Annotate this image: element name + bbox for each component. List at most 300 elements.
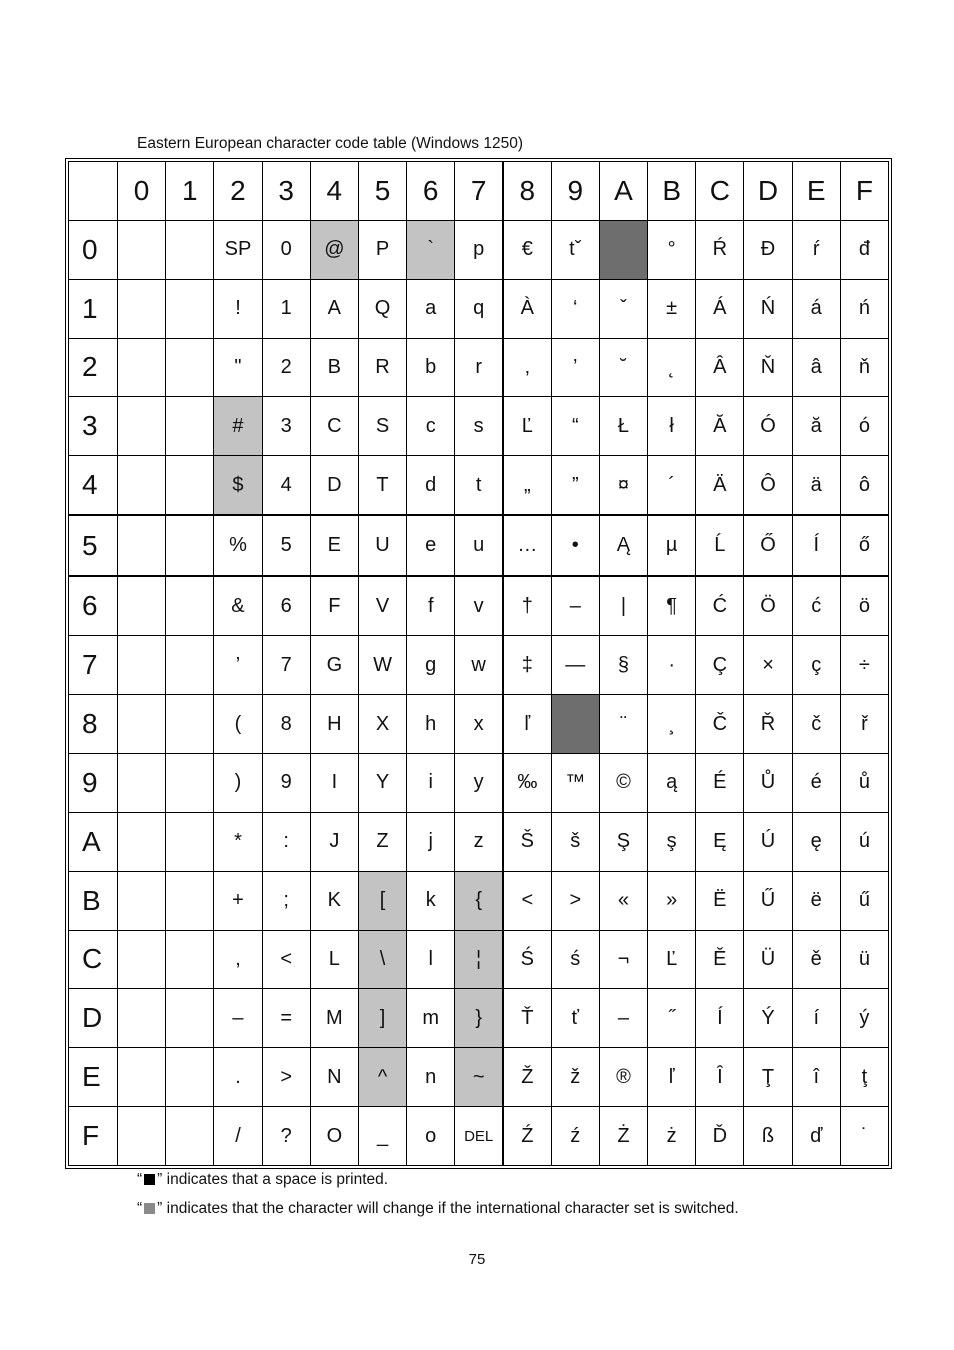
code-cell: < (503, 871, 551, 930)
code-cell: ć (792, 576, 840, 636)
code-cell: č (792, 695, 840, 754)
code-cell: Í (792, 515, 840, 576)
code-cell: ¶ (648, 576, 696, 636)
code-cell (166, 397, 214, 456)
table-caption: Eastern European character code table (Windows 1250) (137, 135, 523, 152)
code-cell: š (551, 812, 599, 871)
code-cell: – (551, 576, 599, 636)
code-cell: Ą (599, 515, 647, 576)
table-row (69, 1048, 889, 1107)
column-header-9: 9 (551, 162, 599, 221)
code-cell: 4 (262, 456, 310, 516)
code-cell: X (358, 695, 406, 754)
code-cell (118, 338, 166, 397)
table-row (69, 220, 889, 279)
code-cell: ť (551, 989, 599, 1048)
code-cell (166, 456, 214, 516)
code-cell: G (310, 636, 358, 695)
code-cell: ´ (648, 456, 696, 516)
code-cell: DEL (455, 1107, 503, 1166)
code-cell: & (214, 576, 262, 636)
code-cell: | (599, 576, 647, 636)
code-cell: A (310, 279, 358, 338)
code-cell: 3 (262, 397, 310, 456)
code-cell: ` (407, 220, 455, 279)
code-cell: a (407, 279, 455, 338)
code-cell (118, 754, 166, 813)
code-cell: ° (648, 220, 696, 279)
code-cell: t (455, 456, 503, 516)
code-cell: ö (840, 576, 888, 636)
code-cell: M (310, 989, 358, 1048)
table-row (69, 279, 889, 338)
code-cell: s (455, 397, 503, 456)
code-cell: 2 (262, 338, 310, 397)
code-cell: í (792, 989, 840, 1048)
row-header-b: B (69, 871, 118, 930)
code-cell: S (358, 397, 406, 456)
row-header-e: E (69, 1048, 118, 1107)
code-cell: _ (358, 1107, 406, 1166)
code-cell: D (310, 456, 358, 516)
column-header-7: 7 (455, 162, 503, 221)
table-row (69, 930, 889, 989)
code-cell: W (358, 636, 406, 695)
code-cell: ß (744, 1107, 792, 1166)
code-cell: 1 (262, 279, 310, 338)
code-cell: « (599, 871, 647, 930)
code-cell (166, 636, 214, 695)
code-cell: ç (792, 636, 840, 695)
table-row (69, 695, 889, 754)
code-cell: 6 (262, 576, 310, 636)
row-header-4: 4 (69, 456, 118, 516)
switch-note (137, 1200, 739, 1218)
code-cell: á (792, 279, 840, 338)
code-cell: k (407, 871, 455, 930)
code-cell: ŕ (792, 220, 840, 279)
column-header-6: 6 (407, 162, 455, 221)
code-cell (118, 576, 166, 636)
code-cell: ‡ (503, 636, 551, 695)
row-header-0: 0 (69, 220, 118, 279)
code-cell (166, 576, 214, 636)
code-cell: ¨ (599, 695, 647, 754)
column-header-1: 1 (166, 162, 214, 221)
code-cell: [ (358, 871, 406, 930)
code-cell (118, 220, 166, 279)
code-cell (599, 220, 647, 279)
code-cell: ¦ (455, 930, 503, 989)
code-cell: \ (358, 930, 406, 989)
page-number: 75 (468, 1251, 486, 1268)
code-cell (118, 989, 166, 1048)
code-cell (166, 930, 214, 989)
code-cell: – (214, 989, 262, 1048)
code-cell: ą (648, 754, 696, 813)
code-cell: î (792, 1048, 840, 1107)
code-cell: V (358, 576, 406, 636)
code-cell: ş (648, 812, 696, 871)
code-cell: > (551, 871, 599, 930)
code-cell: B (310, 338, 358, 397)
table-row (69, 576, 889, 636)
code-cell: Đ (744, 220, 792, 279)
code-cell (166, 812, 214, 871)
code-cell: T (358, 456, 406, 516)
code-cell: h (407, 695, 455, 754)
code-cell: „ (503, 456, 551, 516)
code-cell: Ő (744, 515, 792, 576)
code-cell: O (310, 1107, 358, 1166)
code-cell: · (648, 636, 696, 695)
code-cell: } (455, 989, 503, 1048)
code-cell: Á (696, 279, 744, 338)
code-cell: ? (262, 1107, 310, 1166)
table-row (69, 871, 889, 930)
code-cell: ë (792, 871, 840, 930)
code-cell (166, 754, 214, 813)
code-cell: Ô (744, 456, 792, 516)
code-cell (118, 279, 166, 338)
code-cell: Ż (599, 1107, 647, 1166)
corner-cell (69, 162, 118, 221)
code-cell: ” (551, 456, 599, 516)
code-cell: ś (551, 930, 599, 989)
code-cell: Š (503, 812, 551, 871)
code-cell: Ú (744, 812, 792, 871)
table-row (69, 397, 889, 456)
table-row (69, 515, 889, 576)
code-cell: ž (551, 1048, 599, 1107)
code-cell: 0 (262, 220, 310, 279)
code-cell: g (407, 636, 455, 695)
code-cell (166, 1107, 214, 1166)
code-cell: Ű (744, 871, 792, 930)
code-cell: Ć (696, 576, 744, 636)
code-cell: Ł (599, 397, 647, 456)
black-square-icon (144, 1174, 155, 1185)
code-cell: n (407, 1048, 455, 1107)
row-header-8: 8 (69, 695, 118, 754)
code-cell: % (214, 515, 262, 576)
code-cell: U (358, 515, 406, 576)
code-cell: I (310, 754, 358, 813)
code-cell: d (407, 456, 455, 516)
table-row (69, 754, 889, 813)
code-cell: ˙ (840, 1107, 888, 1166)
column-header-c: C (696, 162, 744, 221)
column-header-5: 5 (358, 162, 406, 221)
row-header-f: F (69, 1107, 118, 1166)
code-cell (166, 989, 214, 1048)
code-cell: Ö (744, 576, 792, 636)
code-cell: v (455, 576, 503, 636)
row-header-9: 9 (69, 754, 118, 813)
code-cell: x (455, 695, 503, 754)
code-cell: b (407, 338, 455, 397)
row-header-5: 5 (69, 515, 118, 576)
code-cell: 5 (262, 515, 310, 576)
code-cell: ¤ (599, 456, 647, 516)
column-header-8: 8 (503, 162, 551, 221)
code-cell: Ů (744, 754, 792, 813)
code-cell: É (696, 754, 744, 813)
code-cell: . (214, 1048, 262, 1107)
column-header-e: E (792, 162, 840, 221)
row-header-2: 2 (69, 338, 118, 397)
code-cell: Č (696, 695, 744, 754)
code-cell: { (455, 871, 503, 930)
code-cell: ę (792, 812, 840, 871)
code-cell: ! (214, 279, 262, 338)
code-cell: ľ (503, 695, 551, 754)
code-cell: đ (840, 220, 888, 279)
column-header-row (69, 162, 889, 221)
code-cell: Ë (696, 871, 744, 930)
code-cell: ~ (455, 1048, 503, 1107)
code-cell (166, 695, 214, 754)
code-cell: p (455, 220, 503, 279)
column-header-f: F (840, 162, 888, 221)
code-cell: Ě (696, 930, 744, 989)
code-cell: $ (214, 456, 262, 516)
code-cell: e (407, 515, 455, 576)
code-cell (166, 338, 214, 397)
code-cell: Ž (503, 1048, 551, 1107)
table-row (69, 812, 889, 871)
code-cell: Ü (744, 930, 792, 989)
code-cell: † (503, 576, 551, 636)
code-cell: Ř (744, 695, 792, 754)
code-cell: w (455, 636, 503, 695)
code-cell: § (599, 636, 647, 695)
column-header-3: 3 (262, 162, 310, 221)
code-cell: Â (696, 338, 744, 397)
code-cell: Î (696, 1048, 744, 1107)
code-cell (118, 812, 166, 871)
code-cell: ) (214, 754, 262, 813)
code-cell: F (310, 576, 358, 636)
code-cell: / (214, 1107, 262, 1166)
code-cell: Ę (696, 812, 744, 871)
code-cell: r (455, 338, 503, 397)
code-cell: Ç (696, 636, 744, 695)
column-header-0: 0 (118, 162, 166, 221)
code-cell: — (551, 636, 599, 695)
code-cell: tˇ (551, 220, 599, 279)
code-cell (551, 695, 599, 754)
code-cell: @ (310, 220, 358, 279)
code-cell: ™ (551, 754, 599, 813)
column-header-d: D (744, 162, 792, 221)
code-cell: Ĺ (696, 515, 744, 576)
column-header-2: 2 (214, 162, 262, 221)
code-cell: Ś (503, 930, 551, 989)
code-cell: ® (599, 1048, 647, 1107)
code-cell: ő (840, 515, 888, 576)
code-cell: u (455, 515, 503, 576)
code-cell: ź (551, 1107, 599, 1166)
code-cell: Ľ (503, 397, 551, 456)
table-row (69, 989, 889, 1048)
code-cell: ¬ (599, 930, 647, 989)
code-cell (118, 871, 166, 930)
code-cell: ÷ (840, 636, 888, 695)
code-cell: ň (840, 338, 888, 397)
code-cell: ‘ (551, 279, 599, 338)
code-cell: × (744, 636, 792, 695)
code-cell: ă (792, 397, 840, 456)
code-cell: c (407, 397, 455, 456)
code-cell: ‰ (503, 754, 551, 813)
code-cell: Ý (744, 989, 792, 1048)
code-cell: µ (648, 515, 696, 576)
code-cell: » (648, 871, 696, 930)
code-cell: R (358, 338, 406, 397)
code-cell: : (262, 812, 310, 871)
code-cell: , (214, 930, 262, 989)
code-cell (166, 871, 214, 930)
code-cell: Ď (696, 1107, 744, 1166)
code-cell: N (310, 1048, 358, 1107)
code-cell: H (310, 695, 358, 754)
code-cell: ě (792, 930, 840, 989)
space-note-text: ” indicates that a space is printed. (157, 1171, 389, 1188)
code-cell: E (310, 515, 358, 576)
code-cell: Ź (503, 1107, 551, 1166)
code-cell (118, 515, 166, 576)
code-cell: Ť (503, 989, 551, 1048)
code-cell: ( (214, 695, 262, 754)
character-code-table (68, 161, 889, 1166)
code-cell: SP (214, 220, 262, 279)
code-cell: ˇ (599, 279, 647, 338)
code-cell: ’ (551, 338, 599, 397)
code-cell: ˘ (599, 338, 647, 397)
code-cell: ¸ (648, 695, 696, 754)
code-cell: ł (648, 397, 696, 456)
code-cell: â (792, 338, 840, 397)
code-table-frame (65, 158, 892, 1169)
code-cell (118, 695, 166, 754)
table-row (69, 456, 889, 516)
code-cell (118, 636, 166, 695)
code-cell: € (503, 220, 551, 279)
code-cell: Y (358, 754, 406, 813)
table-row (69, 1107, 889, 1166)
row-header-6: 6 (69, 576, 118, 636)
code-cell: Q (358, 279, 406, 338)
code-cell: Ş (599, 812, 647, 871)
code-cell: ů (840, 754, 888, 813)
row-header-7: 7 (69, 636, 118, 695)
code-cell: 8 (262, 695, 310, 754)
code-cell: Z (358, 812, 406, 871)
code-cell: Ň (744, 338, 792, 397)
code-cell: ű (840, 871, 888, 930)
row-header-a: A (69, 812, 118, 871)
code-cell: Ă (696, 397, 744, 456)
code-cell (166, 515, 214, 576)
code-cell: ‚ (503, 338, 551, 397)
code-cell: ţ (840, 1048, 888, 1107)
code-cell: l (407, 930, 455, 989)
code-cell: * (214, 812, 262, 871)
column-header-a: A (599, 162, 647, 221)
code-cell (118, 397, 166, 456)
table-row (69, 338, 889, 397)
code-cell: “ (551, 397, 599, 456)
code-cell: " (214, 338, 262, 397)
grey-square-icon (144, 1203, 155, 1214)
table-row (69, 636, 889, 695)
code-cell: 9 (262, 754, 310, 813)
code-cell: … (503, 515, 551, 576)
code-cell: ^ (358, 1048, 406, 1107)
switch-note-open-quote: “ (137, 1200, 143, 1217)
code-cell: P (358, 220, 406, 279)
code-cell: ± (648, 279, 696, 338)
code-cell: K (310, 871, 358, 930)
column-header-b: B (648, 162, 696, 221)
switch-note-text: ” indicates that the character will change if the international character set is switched. (157, 1200, 739, 1217)
code-cell: < (262, 930, 310, 989)
code-cell: ď (792, 1107, 840, 1166)
code-cell: é (792, 754, 840, 813)
column-header-4: 4 (310, 162, 358, 221)
code-cell: ˝ (648, 989, 696, 1048)
code-cell: J (310, 812, 358, 871)
code-cell (118, 456, 166, 516)
code-cell: Ó (744, 397, 792, 456)
code-cell: ˛ (648, 338, 696, 397)
space-note (137, 1171, 388, 1189)
code-cell: ’ (214, 636, 262, 695)
code-cell: q (455, 279, 503, 338)
code-cell: f (407, 576, 455, 636)
row-header-1: 1 (69, 279, 118, 338)
code-cell (166, 220, 214, 279)
code-cell: ú (840, 812, 888, 871)
code-cell: Í (696, 989, 744, 1048)
code-cell: Ľ (648, 930, 696, 989)
code-cell: C (310, 397, 358, 456)
code-cell: ; (262, 871, 310, 930)
code-cell: m (407, 989, 455, 1048)
row-header-c: C (69, 930, 118, 989)
code-cell: – (599, 989, 647, 1048)
code-cell (118, 1048, 166, 1107)
code-cell: Ń (744, 279, 792, 338)
code-cell: z (455, 812, 503, 871)
code-cell: 7 (262, 636, 310, 695)
code-cell: o (407, 1107, 455, 1166)
code-cell: Ŕ (696, 220, 744, 279)
code-cell: j (407, 812, 455, 871)
code-cell: ż (648, 1107, 696, 1166)
code-cell: Ä (696, 456, 744, 516)
code-cell (166, 1048, 214, 1107)
code-cell (166, 279, 214, 338)
code-cell: • (551, 515, 599, 576)
code-cell: ä (792, 456, 840, 516)
row-header-3: 3 (69, 397, 118, 456)
code-cell: L (310, 930, 358, 989)
code-cell: © (599, 754, 647, 813)
row-header-d: D (69, 989, 118, 1048)
code-cell: i (407, 754, 455, 813)
